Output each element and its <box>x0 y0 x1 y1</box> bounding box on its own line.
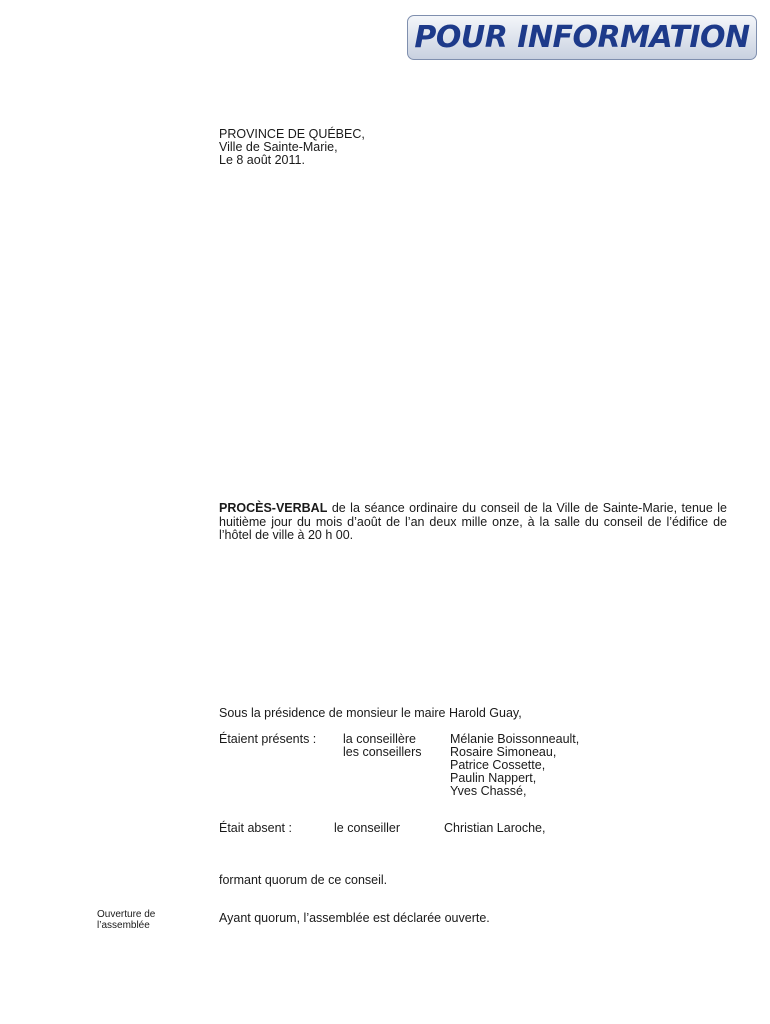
stamp-text: POUR INFORMATION <box>414 20 750 55</box>
member-name: Patrice Cossette, <box>450 758 546 772</box>
member-name: Paulin Nappert, <box>450 771 537 785</box>
presents-label: Étaient présents : <box>219 732 317 746</box>
margin-note-ouverture <box>97 909 155 931</box>
pour-information-stamp <box>407 15 757 60</box>
header-city: Ville de Sainte-Marie, <box>219 140 338 154</box>
proces-verbal-title: PROCÈS-VERBAL <box>219 501 328 515</box>
proces-verbal-text: de la séance ordinaire du conseil de la Ville de Sainte-Marie, tenue le huitième jour du mois d’août de l’an deux mille onze, à la salle du conseil de l’édifice de l’hôtel de ville à 20 h 00. <box>219 501 727 542</box>
presidence-line: Sous la présidence de monsieur le maire Harold Guay, <box>219 706 522 720</box>
absent-role: le conseiller <box>334 821 401 835</box>
header-province: PROVINCE DE QUÉBEC, <box>219 127 365 141</box>
absent-name: Christian Laroche, <box>444 821 546 835</box>
presents-roles <box>343 733 422 759</box>
role-conseillers: les conseillers <box>343 745 422 759</box>
margin-note-line: Ouverture de <box>97 909 156 920</box>
member-name: Yves Chassé, <box>450 784 527 798</box>
member-name: Mélanie Boissonneault, <box>450 732 580 746</box>
absent-label: Était absent : <box>219 821 292 835</box>
presents-names <box>450 733 579 798</box>
member-name: Rosaire Simoneau, <box>450 745 557 759</box>
margin-note-line: l’assemblée <box>97 920 150 931</box>
role-conseillere: la conseillère <box>343 732 416 746</box>
header-date: Le 8 août 2011. <box>219 153 305 167</box>
proces-verbal-paragraph <box>219 502 727 543</box>
ouverture-line: Ayant quorum, l’assemblée est déclarée ouverte. <box>219 911 490 925</box>
document-header <box>219 128 365 167</box>
quorum-line: formant quorum de ce conseil. <box>219 873 388 887</box>
